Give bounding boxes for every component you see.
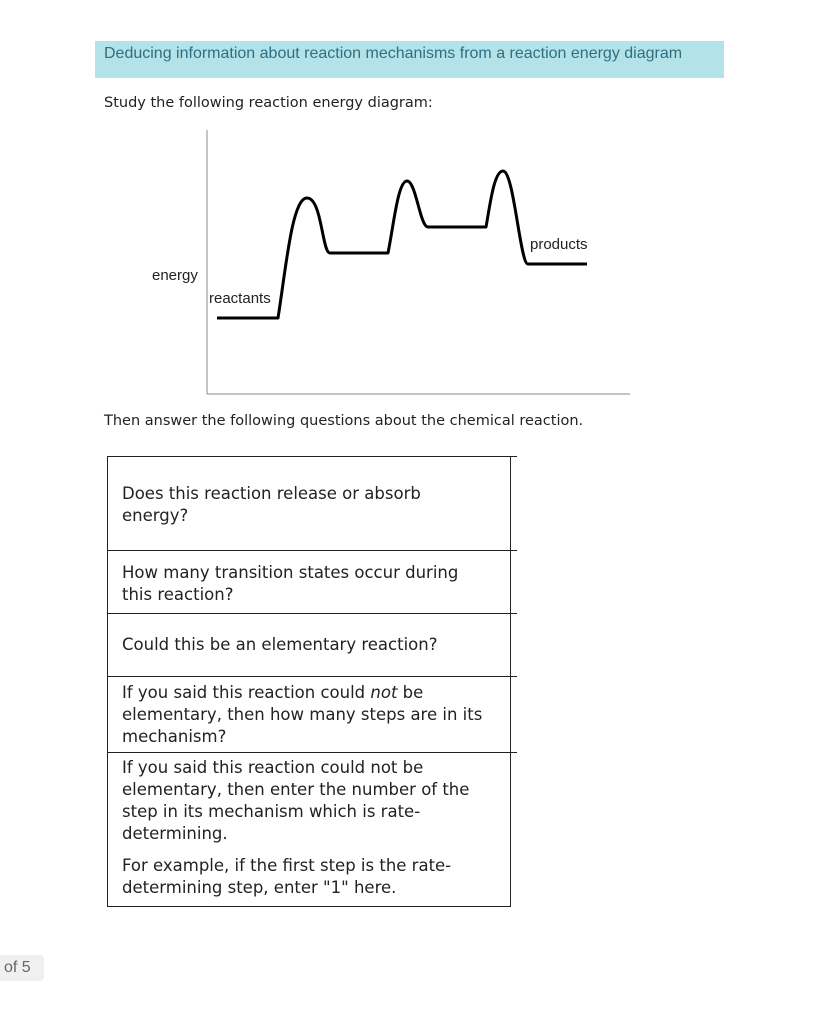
question-row [107,676,511,752]
question-row [107,550,511,613]
section-title: Deducing information about reaction mechanisms from a reaction energy diagram [104,45,683,62]
products-label: products [530,236,588,253]
question-text: Could this be an elementary reaction? [122,635,438,654]
intro-text: Study the following reaction energy diagram: [104,95,433,111]
energy-diagram [0,0,818,410]
page-indicator-text: of 5 [4,959,31,976]
question-text-emphasis: not [370,683,398,702]
question-example: For example, if the first step is the rate-determining step, enter "1" here. [122,856,452,897]
question-row [107,752,511,907]
question-row [107,456,511,550]
energy-axis-label: energy [152,267,198,284]
followup-text: Then answer the following questions about the chemical reaction. [104,413,584,429]
questions-table [107,456,516,907]
question-row [107,613,511,676]
question-text: Does this reaction release or absorb energy? [122,484,421,525]
question-text-post: be elementary, then how many steps are in its mechanism? [122,683,483,746]
question-text: How many transition states occur during this reaction? [122,563,459,604]
question-text-pre: If you said this reaction could [122,683,371,702]
question-text: If you said this reaction could not be elementary, then enter the number of the step in its mechanism which is rate-determining. [122,758,470,843]
reactants-label: reactants [209,290,271,307]
page-indicator [0,955,44,981]
